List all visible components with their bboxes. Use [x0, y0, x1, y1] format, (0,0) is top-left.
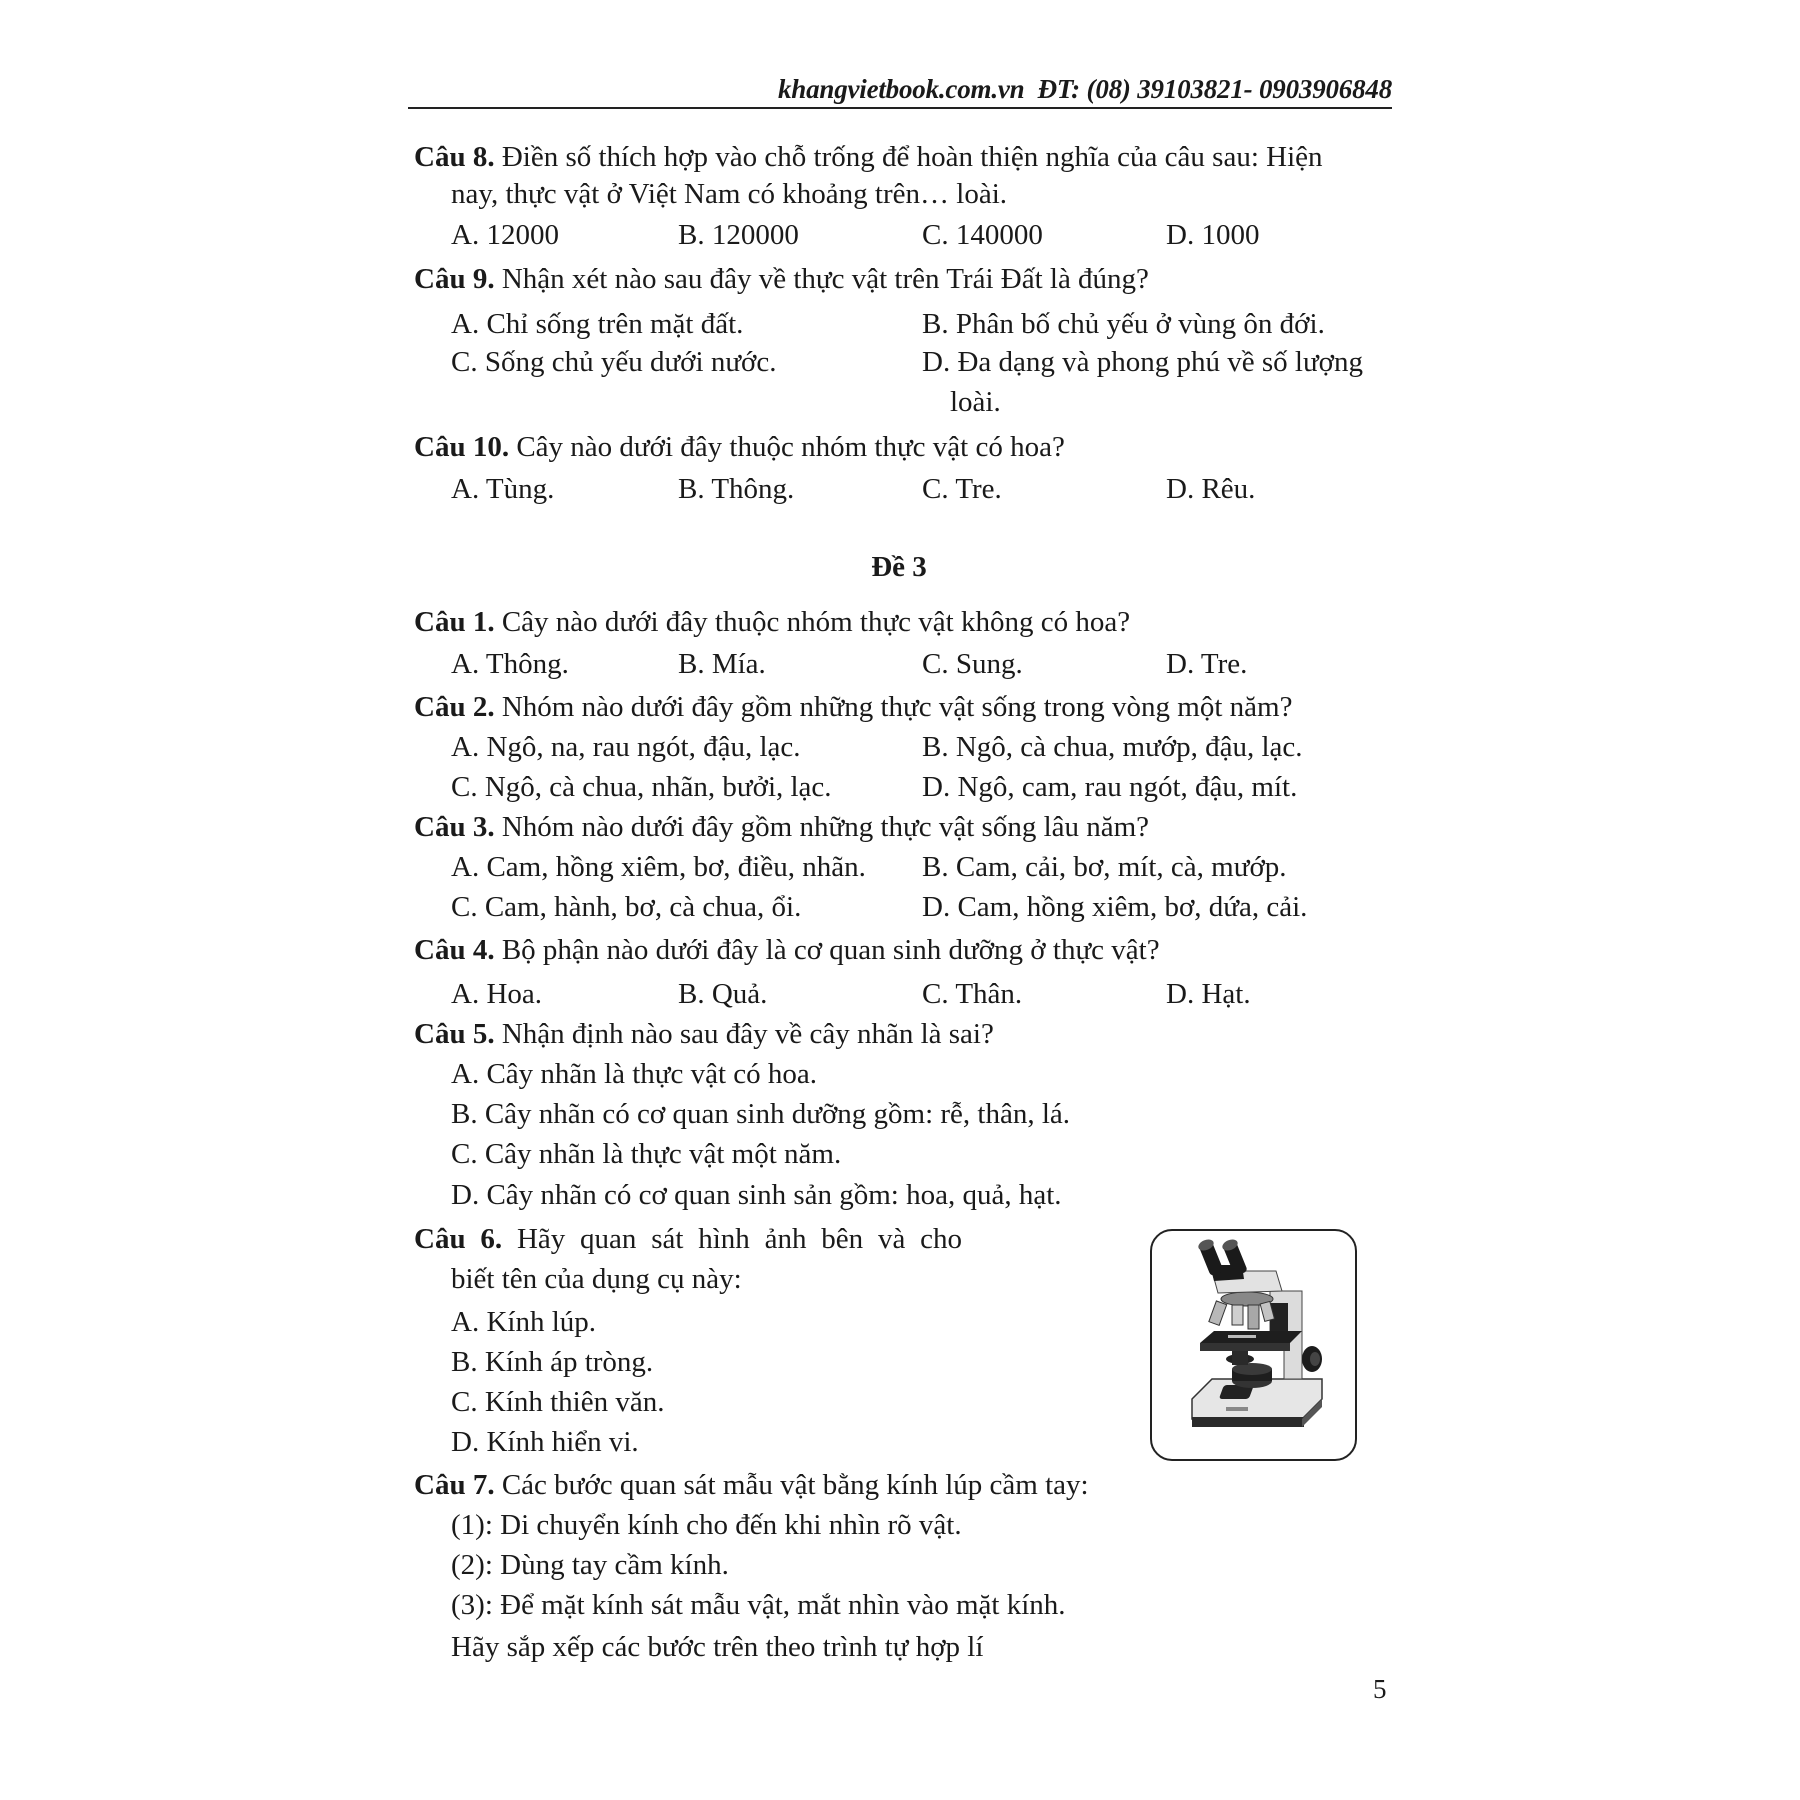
- option-b: B. Thông.: [678, 473, 795, 505]
- option-a: A. Cây nhãn là thực vật có hoa.: [451, 1058, 818, 1090]
- section-title: [0, 553, 1800, 582]
- step-3: (3): Để mặt kính sát mẫu vật, mắt nhìn vào mặt kính.: [451, 1589, 1066, 1621]
- option-a: A. Chỉ sống trên mặt đất.: [451, 308, 744, 340]
- option-b: B. Cam, cải, bơ, mít, cà, mướp.: [922, 851, 1287, 883]
- question-label: Câu 2.: [414, 691, 495, 723]
- step-2: (2): Dùng tay cầm kính.: [451, 1549, 729, 1581]
- question-5: [414, 1020, 994, 1049]
- option-c: C. Cây nhãn là thực vật một năm.: [451, 1138, 842, 1170]
- option-b: B. Ngô, cà chua, mướp, đậu, lạc.: [922, 731, 1303, 763]
- step-1: (1): Di chuyển kính cho đến khi nhìn rõ vật.: [451, 1509, 962, 1541]
- option-b: B. Phân bố chủ yếu ở vùng ôn đới.: [922, 308, 1325, 340]
- question-text: Các bước quan sát mẫu vật bằng kính lúp cầm tay:: [501, 1469, 1089, 1501]
- question-text: Nhận xét nào sau đây về thực vật trên Trái Đất là đúng?: [501, 263, 1149, 295]
- option-b: B. Quả.: [678, 978, 768, 1010]
- question-3: [414, 813, 1149, 842]
- question-text: Cây nào dưới đây thuộc nhóm thực vật có hoa?: [516, 431, 1065, 463]
- option-c: C. Sống chủ yếu dưới nước.: [451, 346, 777, 378]
- question-label: Câu 6.: [414, 1223, 503, 1255]
- page-number: 5: [1373, 1674, 1387, 1704]
- question-2: [414, 693, 1292, 722]
- page-header: [778, 74, 1392, 105]
- option-a: A. Kính lúp.: [451, 1306, 596, 1338]
- header-phone: ĐT: (08) 39103821- 0903906848: [1037, 74, 1392, 104]
- option-d: D. Ngô, cam, rau ngót, đậu, mít.: [922, 771, 1298, 803]
- option-c: C. Thân.: [922, 978, 1023, 1010]
- microscope-image: [1150, 1229, 1357, 1461]
- option-c: C. 140000: [922, 219, 1043, 251]
- question-label: Câu 7.: [414, 1469, 495, 1501]
- question-10: [414, 433, 1065, 462]
- question-text: Nhóm nào dưới đây gồm những thực vật sống lâu năm?: [501, 811, 1150, 843]
- question-4: [414, 936, 1160, 965]
- question-label: Câu 9.: [414, 263, 495, 295]
- question-text: Nhận định nào sau đây về cây nhãn là sai?: [501, 1018, 994, 1050]
- option-d: D. Đa dạng và phong phú về số lượng: [922, 346, 1364, 378]
- question-text: Hãy quan sát hình ảnh bên và cho: [516, 1223, 962, 1255]
- option-a: A. Ngô, na, rau ngót, đậu, lạc.: [451, 731, 801, 763]
- option-b: B. 120000: [678, 219, 799, 251]
- question-label: Câu 3.: [414, 811, 495, 843]
- option-a: A. Cam, hồng xiêm, bơ, điều, nhãn.: [451, 851, 866, 883]
- option-b: B. Kính áp tròng.: [451, 1346, 654, 1378]
- question-7-instruction: Hãy sắp xếp các bước trên theo trình tự hợp lí: [451, 1631, 984, 1663]
- option-d-cont: loài.: [950, 386, 1001, 418]
- question-text: Bộ phận nào dưới đây là cơ quan sinh dưỡng ở thực vật?: [501, 934, 1160, 966]
- question-8: [414, 143, 1323, 172]
- option-b: B. Cây nhãn có cơ quan sinh dưỡng gồm: rễ, thân, lá.: [451, 1098, 1071, 1130]
- option-d: D. Cây nhãn có cơ quan sinh sản gồm: hoa, quả, hạt.: [451, 1179, 1062, 1211]
- option-d: D. Rêu.: [1166, 473, 1256, 505]
- question-6: [414, 1225, 962, 1254]
- section-title-text: Đề 3: [871, 551, 927, 583]
- option-a: A. Tùng.: [451, 473, 555, 505]
- option-c: C. Tre.: [922, 473, 1002, 505]
- header-divider: [408, 107, 1392, 109]
- question-7: [414, 1471, 1089, 1500]
- question-1: [414, 608, 1130, 637]
- question-9: [414, 265, 1149, 294]
- microscope-icon: [1152, 1231, 1355, 1459]
- option-d: D. Tre.: [1166, 648, 1248, 680]
- question-text: Cây nào dưới đây thuộc nhóm thực vật không có hoa?: [501, 606, 1131, 638]
- option-d: D. Hạt.: [1166, 978, 1251, 1010]
- option-a: A. Thông.: [451, 648, 569, 680]
- header-website: khangvietbook.com.vn: [777, 74, 1025, 104]
- question-text: Nhóm nào dưới đây gồm những thực vật sống trong vòng một năm?: [501, 691, 1293, 723]
- question-label: Câu 8.: [414, 141, 495, 173]
- option-a: A. Hoa.: [451, 978, 543, 1010]
- question-8-text-cont: nay, thực vật ở Việt Nam có khoảng trên… loài.: [451, 178, 1007, 210]
- option-d: D. Cam, hồng xiêm, bơ, dứa, cải.: [922, 891, 1308, 923]
- option-c: C. Sung.: [922, 648, 1023, 680]
- question-label: Câu 1.: [414, 606, 495, 638]
- option-b: B. Mía.: [678, 648, 766, 680]
- option-c: C. Cam, hành, bơ, cà chua, ổi.: [451, 891, 802, 923]
- question-label: Câu 5.: [414, 1018, 495, 1050]
- option-d: D. 1000: [1166, 219, 1260, 251]
- question-label: Câu 4.: [414, 934, 495, 966]
- question-6-text-cont: biết tên của dụng cụ này:: [451, 1263, 742, 1295]
- option-d: D. Kính hiển vi.: [451, 1426, 639, 1458]
- option-c: C. Ngô, cà chua, nhãn, bưởi, lạc.: [451, 771, 832, 803]
- question-label: Câu 10.: [414, 431, 510, 463]
- option-c: C. Kính thiên văn.: [451, 1386, 665, 1418]
- option-a: A. 12000: [451, 219, 559, 251]
- question-text: Điền số thích hợp vào chỗ trống để hoàn thiện nghĩa của câu sau: Hiện: [501, 141, 1323, 173]
